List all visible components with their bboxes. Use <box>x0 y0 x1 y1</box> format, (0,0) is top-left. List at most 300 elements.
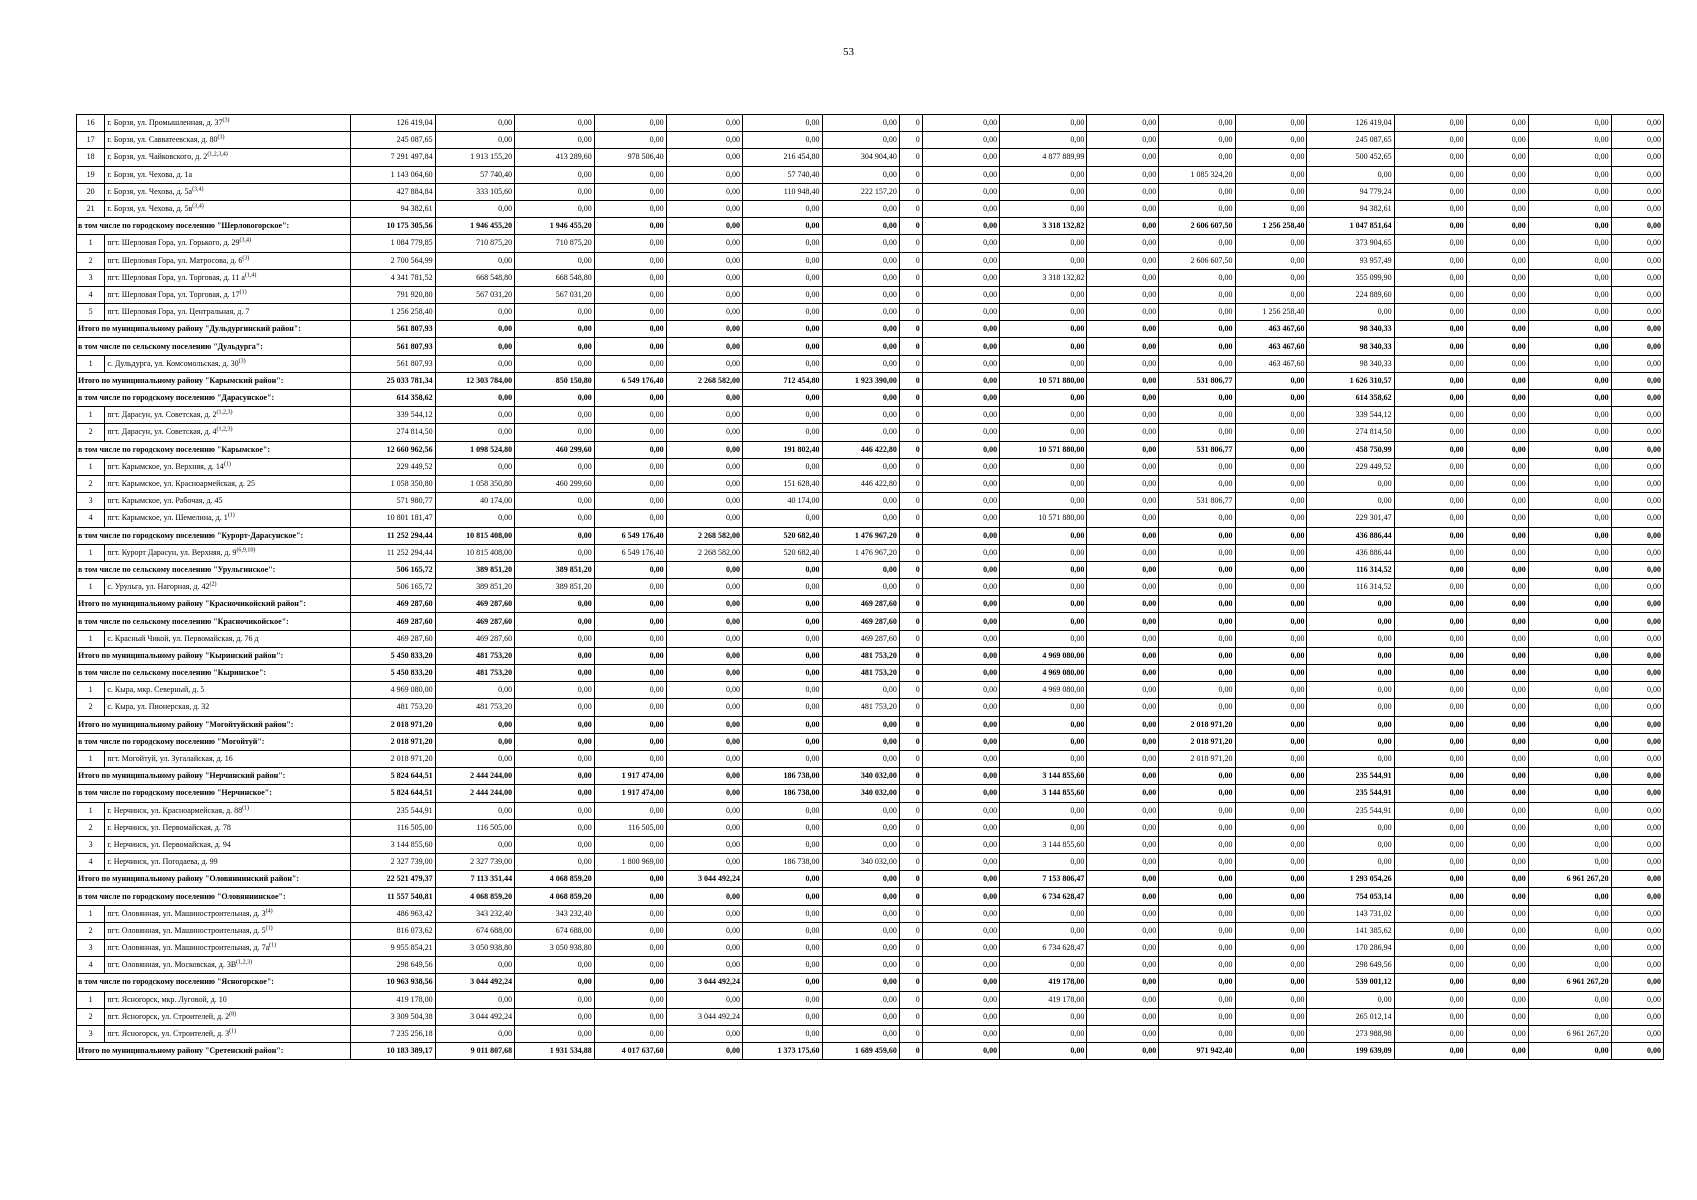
summary-label: в том числе по городскому поселению "Дарасунское": <box>77 390 351 407</box>
value-cell: 539 001,12 <box>1307 974 1394 991</box>
value-cell: 0,00 <box>594 596 666 613</box>
value-cell: 3 318 132,82 <box>1000 218 1087 235</box>
value-cell: 0 <box>899 665 922 682</box>
value-cell: 0,00 <box>1611 166 1663 183</box>
value-cell: 0,00 <box>594 510 666 527</box>
value-cell: 0 <box>899 149 922 166</box>
value-cell: 6 549 176,40 <box>594 372 666 389</box>
value-cell: 0,00 <box>1235 183 1307 200</box>
value-cell: 0,00 <box>1466 218 1528 235</box>
value-cell: 0 <box>899 957 922 974</box>
value-cell: 0,00 <box>1159 235 1235 252</box>
value-cell: 2 268 582,00 <box>666 544 742 561</box>
value-cell: 1 476 967,20 <box>822 527 899 544</box>
value-cell: 0,00 <box>1528 888 1611 905</box>
value-cell: 0 <box>899 802 922 819</box>
value-cell: 0,00 <box>666 561 742 578</box>
value-cell: 199 639,09 <box>1307 1043 1394 1060</box>
row-number: 3 <box>77 493 105 510</box>
value-cell: 446 422,80 <box>822 475 899 492</box>
value-cell: 0,00 <box>1159 768 1235 785</box>
value-cell: 0,00 <box>594 115 666 132</box>
address-cell <box>105 475 350 492</box>
value-cell: 0,00 <box>1611 390 1663 407</box>
value-cell: 0,00 <box>1528 183 1611 200</box>
value-cell: 0,00 <box>515 527 595 544</box>
value-cell: 0,00 <box>1159 1008 1235 1025</box>
value-cell: 0,00 <box>1394 1025 1466 1042</box>
value-cell: 0,00 <box>922 665 999 682</box>
value-cell: 0,00 <box>1087 390 1159 407</box>
value-cell: 0,00 <box>666 441 742 458</box>
value-cell: 3 044 492,24 <box>435 974 515 991</box>
summary-label: в том числе по городскому поселению "Нерчинское": <box>77 785 351 802</box>
page-number: 53 <box>843 46 854 58</box>
value-cell: 0,00 <box>1528 716 1611 733</box>
value-cell: 2 018 971,20 <box>1159 733 1235 750</box>
value-cell: 0 <box>899 493 922 510</box>
value-cell: 0,00 <box>1000 544 1087 561</box>
value-cell: 0,00 <box>822 115 899 132</box>
value-cell: 0,00 <box>742 269 822 286</box>
value-cell: 0,00 <box>1235 200 1307 217</box>
value-cell: 0,00 <box>594 475 666 492</box>
address-text: пгт. Шерловая Гора, ул. Матросова, д. 6 <box>107 255 243 265</box>
value-cell: 0,00 <box>1235 682 1307 699</box>
value-cell: 0,00 <box>594 733 666 750</box>
value-cell: 531 806,77 <box>1159 441 1235 458</box>
address-cell <box>105 922 350 939</box>
value-cell: 0,00 <box>1235 1008 1307 1025</box>
value-cell: 0,00 <box>1394 733 1466 750</box>
value-cell: 0,00 <box>515 819 595 836</box>
value-cell: 40 174,00 <box>435 493 515 510</box>
value-cell: 0,00 <box>1611 441 1663 458</box>
value-cell: 0,00 <box>435 750 515 767</box>
value-cell: 0,00 <box>1466 1043 1528 1060</box>
value-cell: 0 <box>899 407 922 424</box>
value-cell: 0,00 <box>594 750 666 767</box>
value-cell: 0 <box>899 166 922 183</box>
value-cell: 0,00 <box>1235 665 1307 682</box>
value-cell: 0,00 <box>922 218 999 235</box>
address-cell <box>105 355 350 372</box>
value-cell: 0 <box>899 235 922 252</box>
value-cell: 12 303 784,00 <box>435 372 515 389</box>
value-cell: 0,00 <box>515 200 595 217</box>
value-cell: 0,00 <box>822 836 899 853</box>
value-cell: 3 044 492,24 <box>435 1008 515 1025</box>
value-cell: 10 571 880,00 <box>1000 441 1087 458</box>
summary-label: в том числе по сельскому поселению "Кыринское": <box>77 665 351 682</box>
table-row <box>77 991 1664 1008</box>
value-cell: 0,00 <box>1611 785 1663 802</box>
value-cell: 413 289,60 <box>515 149 595 166</box>
value-cell: 229 449,52 <box>350 458 435 475</box>
summary-label: в том числе по городскому поселению "Шерловогорское": <box>77 218 351 235</box>
row-number: 1 <box>77 407 105 424</box>
value-cell: 0,00 <box>1087 647 1159 664</box>
value-cell: 0,00 <box>594 682 666 699</box>
value-cell: 0,00 <box>922 200 999 217</box>
value-cell: 0,00 <box>1235 905 1307 922</box>
value-cell: 0,00 <box>594 647 666 664</box>
value-cell: 0,00 <box>1235 132 1307 149</box>
value-cell: 0,00 <box>822 1008 899 1025</box>
value-cell: 0,00 <box>666 940 742 957</box>
value-cell: 469 287,60 <box>822 596 899 613</box>
value-cell: 481 753,20 <box>822 665 899 682</box>
summary-row <box>77 441 1664 458</box>
value-cell: 0,00 <box>1159 183 1235 200</box>
value-cell: 0,00 <box>742 1025 822 1042</box>
value-cell: 0,00 <box>1000 733 1087 750</box>
value-cell: 0,00 <box>1466 493 1528 510</box>
address-cell <box>105 750 350 767</box>
value-cell: 0,00 <box>1235 888 1307 905</box>
value-cell: 0,00 <box>1466 235 1528 252</box>
value-cell: 0,00 <box>515 390 595 407</box>
value-cell: 0 <box>899 1008 922 1025</box>
value-cell: 0,00 <box>922 458 999 475</box>
value-cell: 94 779,24 <box>1307 183 1394 200</box>
value-cell: 1 098 524,80 <box>435 441 515 458</box>
value-cell: 343 232,40 <box>435 905 515 922</box>
value-cell: 0,00 <box>1466 166 1528 183</box>
value-cell: 0 <box>899 1043 922 1060</box>
value-cell: 0,00 <box>1611 527 1663 544</box>
value-cell: 0,00 <box>1394 372 1466 389</box>
value-cell: 712 454,80 <box>742 372 822 389</box>
value-cell: 0,00 <box>1394 991 1466 1008</box>
value-cell: 0,00 <box>1000 235 1087 252</box>
summary-row <box>77 372 1664 389</box>
value-cell: 0,00 <box>1466 407 1528 424</box>
value-cell: 0,00 <box>922 1025 999 1042</box>
value-cell: 0,00 <box>822 716 899 733</box>
value-cell: 0,00 <box>922 802 999 819</box>
value-cell: 0,00 <box>1611 750 1663 767</box>
value-cell: 126 419,04 <box>350 115 435 132</box>
address-cell <box>105 544 350 561</box>
row-number: 1 <box>77 544 105 561</box>
address-cell <box>105 682 350 699</box>
value-cell: 481 753,20 <box>435 699 515 716</box>
row-number: 1 <box>77 630 105 647</box>
value-cell: 274 814,50 <box>1307 424 1394 441</box>
value-cell: 0,00 <box>1466 252 1528 269</box>
value-cell: 0,00 <box>1235 854 1307 871</box>
value-cell: 1 293 054,26 <box>1307 871 1394 888</box>
value-cell: 481 753,20 <box>822 647 899 664</box>
value-cell: 0 <box>899 699 922 716</box>
address-text: г. Борзя, ул. Промышленная, д. 37 <box>107 118 223 128</box>
value-cell: 2 018 971,20 <box>350 716 435 733</box>
value-cell: 0,00 <box>1466 390 1528 407</box>
value-cell: 0,00 <box>1466 940 1528 957</box>
value-cell: 0,00 <box>1394 750 1466 767</box>
value-cell: 0,00 <box>1611 699 1663 716</box>
value-cell: 1 256 258,40 <box>350 304 435 321</box>
value-cell: 0,00 <box>1159 888 1235 905</box>
value-cell: 481 753,20 <box>435 647 515 664</box>
value-cell: 0,00 <box>1159 475 1235 492</box>
data-table <box>76 114 1664 1060</box>
value-cell: 0,00 <box>1611 252 1663 269</box>
value-cell: 0,00 <box>1000 132 1087 149</box>
value-cell: 463 467,60 <box>1235 338 1307 355</box>
row-number: 18 <box>77 149 105 166</box>
value-cell: 170 286,94 <box>1307 940 1394 957</box>
value-cell: 4 969 080,00 <box>1000 682 1087 699</box>
value-cell: 0,00 <box>1000 390 1087 407</box>
value-cell: 0,00 <box>1087 252 1159 269</box>
value-cell: 0,00 <box>1394 166 1466 183</box>
value-cell: 0,00 <box>922 544 999 561</box>
value-cell: 0,00 <box>822 561 899 578</box>
value-cell: 7 235 256,18 <box>350 1025 435 1042</box>
value-cell: 0,00 <box>1528 252 1611 269</box>
value-cell: 0 <box>899 200 922 217</box>
value-cell: 436 886,44 <box>1307 527 1394 544</box>
value-cell: 520 682,40 <box>742 544 822 561</box>
value-cell: 850 150,80 <box>515 372 595 389</box>
row-number: 1 <box>77 579 105 596</box>
value-cell: 419 178,00 <box>350 991 435 1008</box>
value-cell: 0,00 <box>742 407 822 424</box>
value-cell: 0 <box>899 888 922 905</box>
value-cell: 0,00 <box>1466 699 1528 716</box>
value-cell: 0,00 <box>666 338 742 355</box>
value-cell: 0,00 <box>1611 235 1663 252</box>
value-cell: 0,00 <box>1611 802 1663 819</box>
address-text: пгт. Карымское, ул. Рабочая, д. 45 <box>107 496 223 506</box>
value-cell: 0,00 <box>922 304 999 321</box>
address-cell <box>105 132 350 149</box>
value-cell: 2 444 244,00 <box>435 785 515 802</box>
value-cell: 340 032,00 <box>822 768 899 785</box>
value-cell: 25 033 781,34 <box>350 372 435 389</box>
value-cell: 116 314,52 <box>1307 561 1394 578</box>
value-cell: 561 807,93 <box>350 321 435 338</box>
value-cell: 0,00 <box>742 750 822 767</box>
value-cell: 0,00 <box>1528 785 1611 802</box>
table-row <box>77 252 1664 269</box>
address-cell <box>105 940 350 957</box>
value-cell: 0,00 <box>1611 596 1663 613</box>
value-cell: 0,00 <box>1611 407 1663 424</box>
value-cell: 0,00 <box>922 940 999 957</box>
value-cell: 0,00 <box>822 235 899 252</box>
footnote-mark: (8) <box>229 1011 237 1018</box>
value-cell: 0,00 <box>1000 596 1087 613</box>
value-cell: 3 309 504,38 <box>350 1008 435 1025</box>
value-cell: 333 105,60 <box>435 183 515 200</box>
value-cell: 0,00 <box>594 579 666 596</box>
value-cell: 0,00 <box>1394 149 1466 166</box>
value-cell: 0 <box>899 854 922 871</box>
value-cell: 191 802,40 <box>742 441 822 458</box>
row-number: 1 <box>77 750 105 767</box>
value-cell: 0,00 <box>1611 475 1663 492</box>
value-cell: 0,00 <box>1000 115 1087 132</box>
value-cell: 0,00 <box>822 269 899 286</box>
value-cell: 0,00 <box>742 321 822 338</box>
value-cell: 0 <box>899 561 922 578</box>
value-cell: 0,00 <box>922 768 999 785</box>
value-cell: 0 <box>899 716 922 733</box>
value-cell: 0,00 <box>742 733 822 750</box>
value-cell: 0,00 <box>435 1025 515 1042</box>
value-cell: 0,00 <box>594 802 666 819</box>
footnote-mark: (3) <box>217 134 225 141</box>
value-cell: 0,00 <box>666 888 742 905</box>
value-cell: 0,00 <box>435 510 515 527</box>
value-cell: 6 961 267,20 <box>1528 1025 1611 1042</box>
value-cell: 0,00 <box>594 166 666 183</box>
value-cell: 0,00 <box>666 252 742 269</box>
value-cell: 0,00 <box>1000 819 1087 836</box>
value-cell: 0,00 <box>922 561 999 578</box>
value-cell: 2 444 244,00 <box>435 768 515 785</box>
value-cell: 0,00 <box>1087 957 1159 974</box>
value-cell: 0,00 <box>666 475 742 492</box>
value-cell: 0,00 <box>594 1025 666 1042</box>
value-cell: 93 957,49 <box>1307 252 1394 269</box>
value-cell: 460 299,60 <box>515 475 595 492</box>
table-row <box>77 304 1664 321</box>
value-cell: 0,00 <box>1235 561 1307 578</box>
value-cell: 0,00 <box>1466 115 1528 132</box>
value-cell: 668 548,80 <box>515 269 595 286</box>
value-cell: 0,00 <box>1394 613 1466 630</box>
value-cell: 0,00 <box>822 218 899 235</box>
table-body <box>77 115 1664 1060</box>
summary-label: Итого по муниципальному району "Красночикойский район": <box>77 596 351 613</box>
value-cell: 0,00 <box>515 716 595 733</box>
summary-label: Итого по муниципальному району "Кыринский район": <box>77 647 351 664</box>
value-cell: 0,00 <box>1159 1025 1235 1042</box>
value-cell: 0,00 <box>1466 510 1528 527</box>
value-cell: 0,00 <box>742 286 822 303</box>
summary-row <box>77 733 1664 750</box>
value-cell: 0,00 <box>1000 458 1087 475</box>
value-cell: 0,00 <box>666 957 742 974</box>
value-cell: 0,00 <box>1466 854 1528 871</box>
value-cell: 0,00 <box>742 836 822 853</box>
address-text: пгт. Ясногорск, мкр. Луговой, д. 10 <box>107 994 227 1004</box>
value-cell: 0,00 <box>1235 699 1307 716</box>
value-cell: 0,00 <box>742 510 822 527</box>
value-cell: 0,00 <box>666 132 742 149</box>
value-cell: 3 318 132,82 <box>1000 269 1087 286</box>
value-cell: 0,00 <box>742 905 822 922</box>
value-cell: 0,00 <box>1394 475 1466 492</box>
value-cell: 0,00 <box>1087 768 1159 785</box>
row-number: 2 <box>77 819 105 836</box>
value-cell: 0,00 <box>1159 579 1235 596</box>
value-cell: 0,00 <box>1466 802 1528 819</box>
value-cell: 0,00 <box>1000 321 1087 338</box>
summary-row <box>77 974 1664 991</box>
value-cell: 0,00 <box>1528 166 1611 183</box>
value-cell: 0,00 <box>1611 200 1663 217</box>
value-cell: 0,00 <box>1466 372 1528 389</box>
value-cell: 0,00 <box>1235 441 1307 458</box>
value-cell: 1 058 350,80 <box>350 475 435 492</box>
value-cell: 343 232,40 <box>515 905 595 922</box>
value-cell: 1 689 459,60 <box>822 1043 899 1060</box>
value-cell: 0,00 <box>515 836 595 853</box>
value-cell: 0,00 <box>1394 768 1466 785</box>
value-cell: 0,00 <box>1159 561 1235 578</box>
value-cell: 2 018 971,20 <box>350 750 435 767</box>
footnote-mark: (1) <box>269 942 277 949</box>
value-cell: 674 688,00 <box>515 922 595 939</box>
value-cell: 0,00 <box>666 785 742 802</box>
value-cell: 463 467,60 <box>1235 355 1307 372</box>
value-cell: 340 032,00 <box>822 785 899 802</box>
value-cell: 0,00 <box>822 750 899 767</box>
value-cell: 0 <box>899 647 922 664</box>
table-row <box>77 407 1664 424</box>
value-cell: 0,00 <box>1000 750 1087 767</box>
table-row <box>77 355 1664 372</box>
value-cell: 0,00 <box>1528 269 1611 286</box>
value-cell: 0,00 <box>922 819 999 836</box>
value-cell: 0,00 <box>742 218 822 235</box>
value-cell: 0,00 <box>742 802 822 819</box>
value-cell: 0,00 <box>922 733 999 750</box>
value-cell: 0,00 <box>742 957 822 974</box>
value-cell: 116 505,00 <box>594 819 666 836</box>
value-cell: 0,00 <box>1159 682 1235 699</box>
value-cell: 0,00 <box>594 665 666 682</box>
value-cell: 0,00 <box>922 166 999 183</box>
value-cell: 7 113 351,44 <box>435 871 515 888</box>
value-cell: 229 449,52 <box>1307 458 1394 475</box>
value-cell: 0,00 <box>1307 475 1394 492</box>
value-cell: 0 <box>899 338 922 355</box>
value-cell: 0,00 <box>1528 613 1611 630</box>
summary-row <box>77 647 1664 664</box>
value-cell: 0,00 <box>1235 235 1307 252</box>
value-cell: 469 287,60 <box>350 596 435 613</box>
value-cell: 0,00 <box>1235 269 1307 286</box>
value-cell: 0,00 <box>515 665 595 682</box>
address-text: г. Нерчинск, ул. Красноармейская, д. 88 <box>107 805 243 815</box>
value-cell: 0,00 <box>666 1043 742 1060</box>
value-cell: 0,00 <box>1394 510 1466 527</box>
value-cell: 2 018 971,20 <box>350 733 435 750</box>
footnote-mark: (3,4) <box>192 203 204 210</box>
value-cell: 0,00 <box>435 991 515 1008</box>
value-cell: 0,00 <box>515 991 595 1008</box>
footnote-mark: (3) <box>238 358 246 365</box>
value-cell: 0,00 <box>1235 475 1307 492</box>
table-row <box>77 269 1664 286</box>
address-text: с. Дульдурга, ул. Комсомольская, д. 30 <box>107 358 239 368</box>
value-cell: 0,00 <box>515 321 595 338</box>
value-cell: 0 <box>899 905 922 922</box>
value-cell: 0,00 <box>1611 905 1663 922</box>
value-cell: 0,00 <box>1466 544 1528 561</box>
value-cell: 0,00 <box>822 493 899 510</box>
value-cell: 0,00 <box>1235 733 1307 750</box>
value-cell: 0,00 <box>1159 355 1235 372</box>
value-cell: 3 050 938,80 <box>515 940 595 957</box>
value-cell: 0,00 <box>822 871 899 888</box>
